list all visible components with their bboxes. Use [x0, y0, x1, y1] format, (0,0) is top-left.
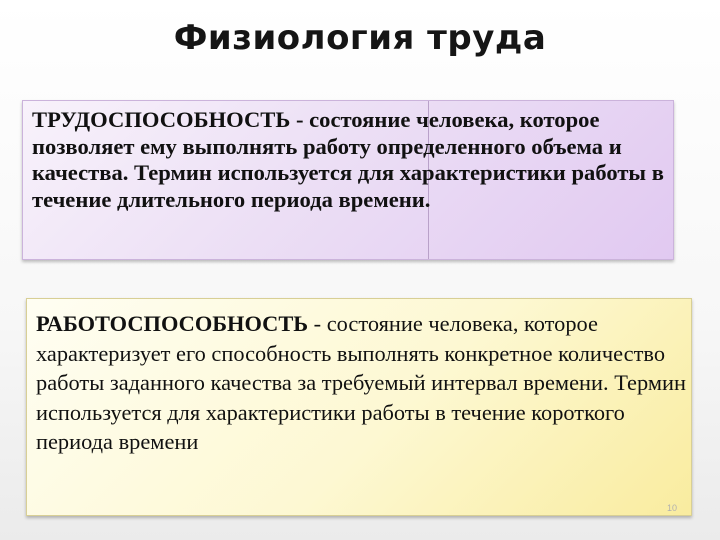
definition-term: РАБОТОСПОСОБНОСТЬ	[36, 311, 309, 336]
definition-body: - состояние человека, которое характеризует его способность выполнять конкретное количество работы заданного качества за требуемый интервал времени. Термин используется для характеристики работы в течение короткого периода времени	[36, 311, 686, 454]
definition-body: - состояние человека, которое позволяет ему выполнять работу определенного объема и качества. Термин используется для характеристики работы в течение длительного периода времени.	[32, 107, 664, 212]
definition-text	[32, 107, 672, 213]
definition-box-work-capacity	[22, 100, 674, 260]
page-number: 10	[666, 503, 677, 513]
definition-term: ТРУДОСПОСОБНОСТЬ	[32, 107, 291, 132]
definition-text	[36, 309, 686, 457]
definition-box-working-ability	[26, 298, 692, 516]
slide-title: Физиология труда	[173, 18, 547, 58]
